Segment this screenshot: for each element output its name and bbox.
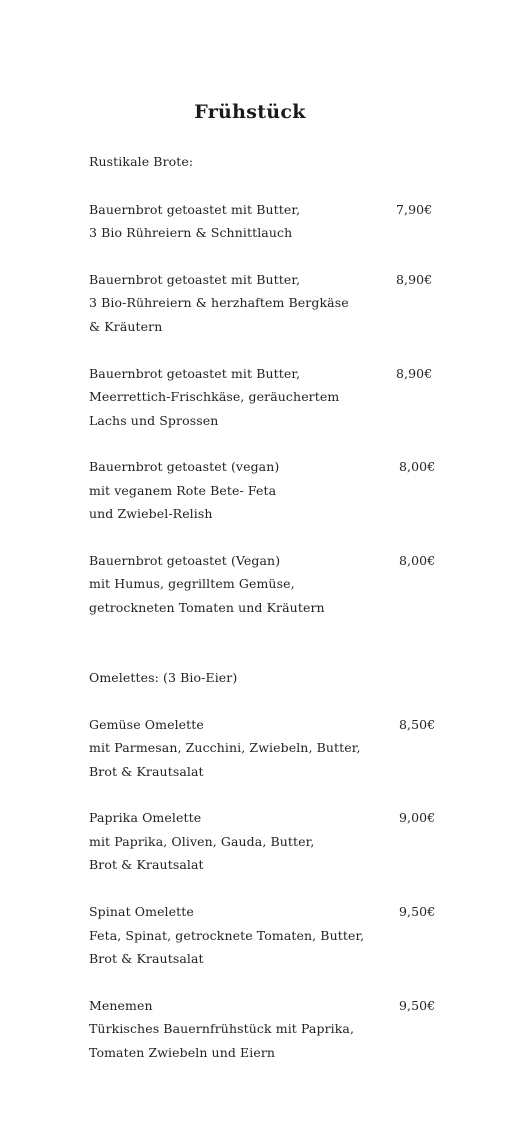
menu-item-description: mit veganem Rote Bete- Feta xyxy=(89,483,277,498)
section-heading-omelettes: Omelettes: (3 Bio-Eier) xyxy=(89,670,238,685)
menu-item-description: 3 Bio Rühreiern & Schnittlauch xyxy=(89,225,293,240)
menu-item-name: Bauernbrot getoastet mit Butter, xyxy=(89,366,301,381)
menu-item-description: mit Parmesan, Zucchini, Zwiebeln, Butter, xyxy=(89,740,361,755)
menu-item-price: 9,50€ xyxy=(399,904,436,919)
menu-item-description: & Kräutern xyxy=(89,319,163,334)
menu-item-name: Bauernbrot getoastet mit Butter, xyxy=(89,202,301,217)
menu-item-description: Türkisches Bauernfrühstück mit Paprika, xyxy=(89,1021,355,1036)
menu-item-price: 9,00€ xyxy=(399,810,436,825)
menu-item-name: Bauernbrot getoastet (Vegan) xyxy=(89,553,281,568)
menu-item-price: 8,90€ xyxy=(396,366,433,381)
menu-item-description: Brot & Krautsalat xyxy=(89,951,204,966)
menu-item-price: 8,00€ xyxy=(399,553,436,568)
menu-item-price: 7,90€ xyxy=(396,202,433,217)
menu-item-name: Bauernbrot getoastet mit Butter, xyxy=(89,272,301,287)
menu-item-description: getrockneten Tomaten und Kräutern xyxy=(89,600,325,615)
menu-item-name: Paprika Omelette xyxy=(89,810,202,825)
menu-item-description: Tomaten Zwiebeln und Eiern xyxy=(89,1045,276,1060)
menu-item-name: Menemen xyxy=(89,998,153,1013)
menu-item-name: Spinat Omelette xyxy=(89,904,194,919)
menu-item-description: Lachs und Sprossen xyxy=(89,413,219,428)
menu-item-description: Meerrettich-Frischkäse, geräuchertem xyxy=(89,389,340,404)
menu-item-description: Feta, Spinat, getrocknete Tomaten, Butter, xyxy=(89,928,365,943)
menu-item-description: 3 Bio-Rühreiern & herzhaftem Bergkäse xyxy=(89,295,349,310)
menu-item-price: 8,00€ xyxy=(399,459,436,474)
menu-item-price: 8,90€ xyxy=(396,272,433,287)
menu-item-description: mit Paprika, Oliven, Gauda, Butter, xyxy=(89,834,315,849)
menu-item-description: mit Humus, gegrilltem Gemüse, xyxy=(89,576,295,591)
menu-item-description: und Zwiebel-Relish xyxy=(89,506,213,521)
menu-item-price: 8,50€ xyxy=(399,717,436,732)
menu-item-name: Gemüse Omelette xyxy=(89,717,204,732)
page-title: Frühstück xyxy=(194,101,306,123)
menu-item-description: Brot & Krautsalat xyxy=(89,764,204,779)
menu-item-price: 9,50€ xyxy=(399,998,436,1013)
section-heading-rustikale-brote: Rustikale Brote: xyxy=(89,154,194,169)
menu-item-description: Brot & Krautsalat xyxy=(89,857,204,872)
menu-item-name: Bauernbrot getoastet (vegan) xyxy=(89,459,280,474)
